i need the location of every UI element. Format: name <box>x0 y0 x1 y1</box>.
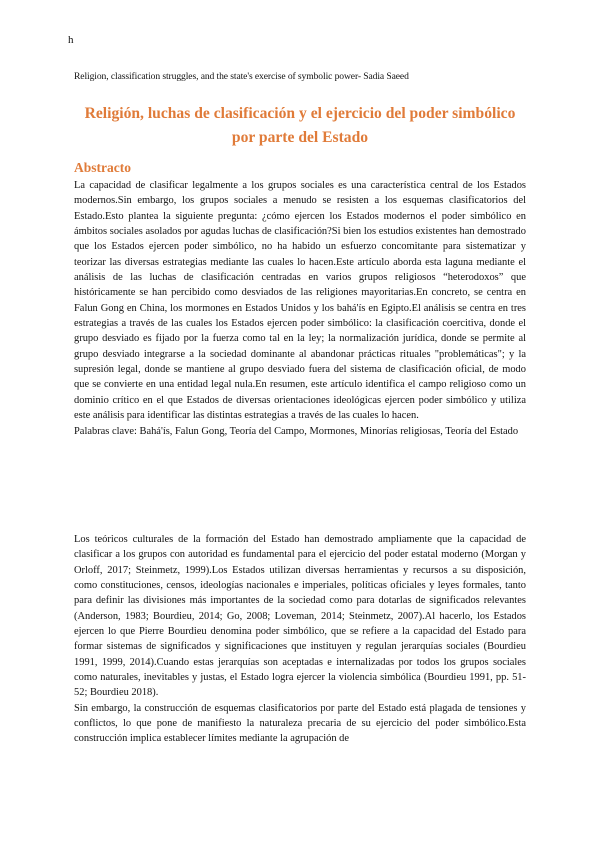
abstract-heading: Abstracto <box>74 160 131 175</box>
running-head: Religion, classification struggles, and the state's exercise of symbolic power- Sadia Saeed <box>74 71 409 82</box>
abstract-section <box>74 178 526 439</box>
keywords: Palabras clave: Bahá'ís, Falun Gong, Teoría del Campo, Mormones, Minorías religiosas, Teoría del Estado <box>74 425 519 437</box>
body-paragraph-2: Sin embargo, la construcción de esquemas clasificatorios por parte del Estado está plagada de tensiones y conflictos, lo que pone de manifiesto la naturaleza precaria de su ejercicio del poder simbólico.Esta construcción implica establecer límites mediante la agrupación de <box>74 702 526 745</box>
paper-title: Religión, luchas de clasificación y el ejercicio del poder simbólico por parte del Estado <box>84 105 516 146</box>
abstract-text: La capacidad de clasificar legalmente a los grupos sociales es una característica central de los Estados modernos.Sin embargo, los grupos sociales a menudo se resisten a los esquemas clasificatorios del Estado.Esto plantea la siguiente pregunta: ¿cómo ejercen los Estados modernos el poder simbólico en ámbitos sociales asolados por agudas luchas de clasificación?Si bien los estudios existentes han demostrado que los Estados ejercen poder simbólico, no ha habido un esfuerzo concomitante para sistematizar y teorizar las diversas estrategias mediante las cuales lo hacen.Este artículo aborda esta laguna mediante el análisis de las luchas de clasificación centradas en varios grupos religiosos “heterodoxos” que históricamente se han percibido como desviados de las religiones mayoritarias.En concreto, se centra en Falun Gong en China, los mormones en Estados Unidos y los bahá'ís en Egipto.El análisis se centra en tres estrategias a través de las cuales los Estados ejercen poder simbólico: la clasificación coercitiva, donde el grupo desviado es fijado por la fuerza como tal en la ley; la normalización jurídica, donde se permite al grupo desviado integrarse a la sociedad dominante al abandonar prácticas rituales "problemáticas"; y la supresión legal, donde se mantiene al grupo desviado fuera del sistema de clasificación oficial, de modo que se convierte en una entidad legal nula.En resumen, este artículo identifica el campo religioso como un dominio crítico en el que Estados de diversas orientaciones ideológicas ejercen poder simbólico y utiliza este análisis para identificar las distintas estrategias a través de las cuales lo hacen. <box>74 180 526 422</box>
corner-mark: h <box>68 34 74 46</box>
body-paragraph-1: Los teóricos culturales de la formación del Estado han demostrado ampliamente que la capacidad de clasificar a los grupos con autoridad es fundamental para el ejercicio del poder estatal moderno (Morgan y Orloff, 2017; Steinmetz, 1999).Los Estados utilizan diversas herramientas y recursos a su disposición, como constituciones, censos, ideologías nacionales e imperiales, políticas oficiales y leyes formales, tanto para definir las divisiones más importantes de la sociedad como para dotarlas de significados relevantes (Anderson, 1983; Bourdieu, 2014; Go, 2008; Loveman, 2014; Steinmetz, 2007).Al hacerlo, los Estados ejercen lo que Pierre Bourdieu denomina poder simbólico, que se refiere a la capacidad del Estado para formar sistemas de significados y significaciones que instituyen y regulan jerarquías sociales (Bourdieu 1991, 1999, 2014).Cuando estas jerarquías son aceptadas e internalizadas por todos los grupos sociales como naturales, inevitables y justas, el Estado logra ejercer la violencia simbólica (Bourdieu 1991, pp. 51-52; Bourdieu 2018). <box>74 534 526 699</box>
body-section <box>74 532 526 747</box>
